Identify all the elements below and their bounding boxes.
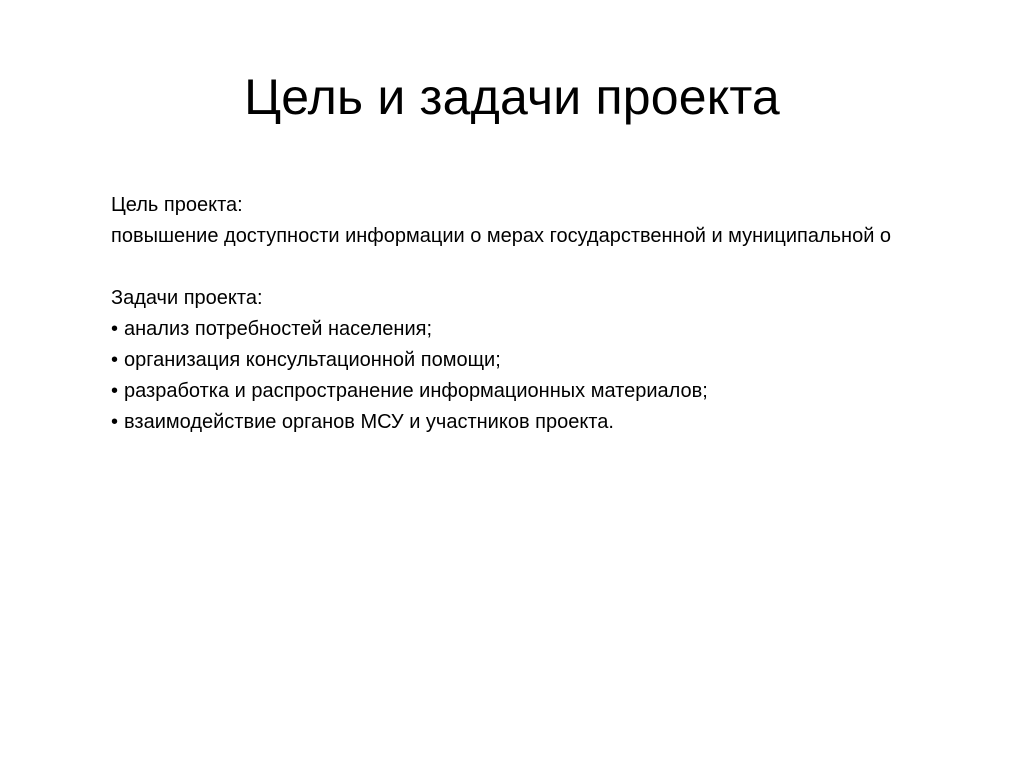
list-item (111, 314, 1024, 345)
task-text: разработка и распространение информационных материалов; (124, 380, 708, 402)
paragraph-gap (111, 252, 1024, 283)
task-text: анализ потребностей населения; (124, 318, 433, 340)
tasks-heading: Задачи проекта: (111, 287, 263, 309)
tasks-list (111, 314, 1024, 438)
slide-body (111, 190, 1024, 438)
goal-heading: Цель проекта: (111, 194, 243, 216)
task-text: организация консультационной помощи; (124, 349, 501, 371)
list-item (111, 407, 1024, 438)
task-text: взаимодействие органов МСУ и участников проекта. (124, 411, 614, 433)
goal-text: повышение доступности информации о мерах государственной и муниципальной о (111, 225, 892, 247)
list-item (111, 376, 1024, 407)
bullet-icon: • (111, 318, 119, 340)
slide-title: Цель и задачи проекта (244, 69, 780, 125)
bullet-icon: • (111, 380, 119, 402)
bullet-icon: • (111, 349, 119, 371)
bullet-icon: • (111, 411, 119, 433)
list-item (111, 345, 1024, 376)
